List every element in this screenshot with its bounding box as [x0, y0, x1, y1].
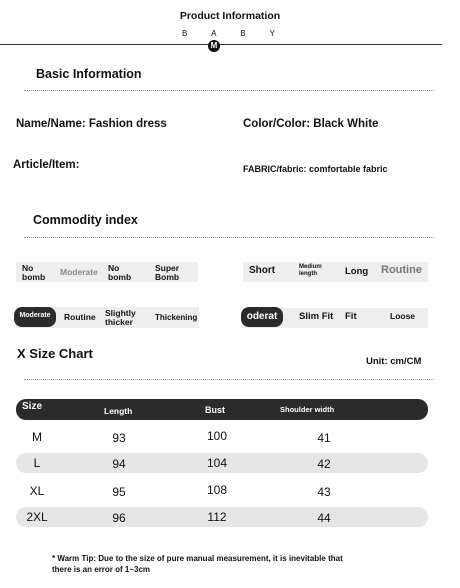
- elasticity-option: Super Bomb: [155, 263, 180, 282]
- commodity-divider: [24, 237, 434, 238]
- length-cell: 94: [112, 457, 126, 471]
- thickness-option: Slightly thicker: [105, 308, 136, 327]
- article-field: Article/Item:: [13, 159, 80, 171]
- page-title: Product Information: [179, 10, 281, 22]
- length-option: Short: [249, 265, 276, 276]
- size-chart-divider: [24, 379, 434, 380]
- length-option: Long: [345, 266, 369, 277]
- name-field: Name/Name: Fashion dress: [16, 118, 167, 130]
- thickness-option-selected: Moderate: [14, 307, 56, 327]
- shoulder-cell: 44: [317, 511, 331, 525]
- shoulder-cell: 41: [317, 431, 331, 445]
- column-header-bust: Bust: [205, 405, 225, 415]
- color-field: Color/Color: Black White: [243, 118, 379, 130]
- unit-label: Unit: cm/CM: [366, 356, 422, 367]
- fit-option: Loose: [390, 311, 416, 321]
- size-cell: M: [32, 430, 42, 444]
- shoulder-cell: 42: [317, 457, 331, 471]
- m-badge: M: [208, 40, 220, 52]
- header-divider: [0, 44, 442, 45]
- warm-tip-line: there is an error of 1~3cm: [52, 565, 151, 574]
- bust-cell: 104: [206, 456, 228, 470]
- basic-info-heading: Basic Information: [36, 67, 142, 81]
- commodity-heading: Commodity index: [33, 213, 138, 227]
- column-header-length: Length: [104, 406, 133, 416]
- bust-cell: 112: [207, 510, 227, 524]
- fit-option: Fit: [345, 311, 357, 322]
- basic-info-divider: [24, 90, 434, 91]
- size-cell: XL: [29, 484, 45, 498]
- elasticity-option: No bomb: [22, 263, 46, 282]
- length-cell: 96: [112, 511, 126, 525]
- elasticity-option: No bomb: [108, 263, 132, 282]
- size-cell: L: [33, 456, 41, 470]
- bust-cell: 100: [206, 429, 228, 443]
- warm-tip-line: * Warm Tip: Due to the size of pure manual measurement, it is inevitable that: [52, 554, 343, 563]
- length-cell: 93: [112, 431, 126, 445]
- size-cell: 2XL: [26, 510, 48, 524]
- shoulder-cell: 43: [317, 485, 331, 499]
- thickness-option: Thickening: [155, 313, 198, 322]
- warm-tip: [52, 553, 422, 575]
- size-chart-heading: X Size Chart: [17, 346, 93, 361]
- bust-cell: 108: [206, 483, 228, 497]
- elasticity-option-selected: Moderate: [60, 267, 98, 277]
- column-header-shoulder: Shoulder width: [280, 405, 335, 414]
- length-option: Medium length: [299, 264, 322, 277]
- length-option-selected: Routine: [381, 264, 422, 276]
- column-header-size: Size: [22, 401, 43, 412]
- fit-option-selected: oderat: [241, 307, 283, 327]
- brand-subtitle: B A B Y: [182, 29, 286, 38]
- fit-option: Slim Fit: [299, 311, 334, 322]
- fabric-field: FABRIC/fabric: comfortable fabric: [243, 164, 388, 174]
- length-cell: 95: [112, 485, 126, 499]
- thickness-option: Routine: [64, 312, 96, 322]
